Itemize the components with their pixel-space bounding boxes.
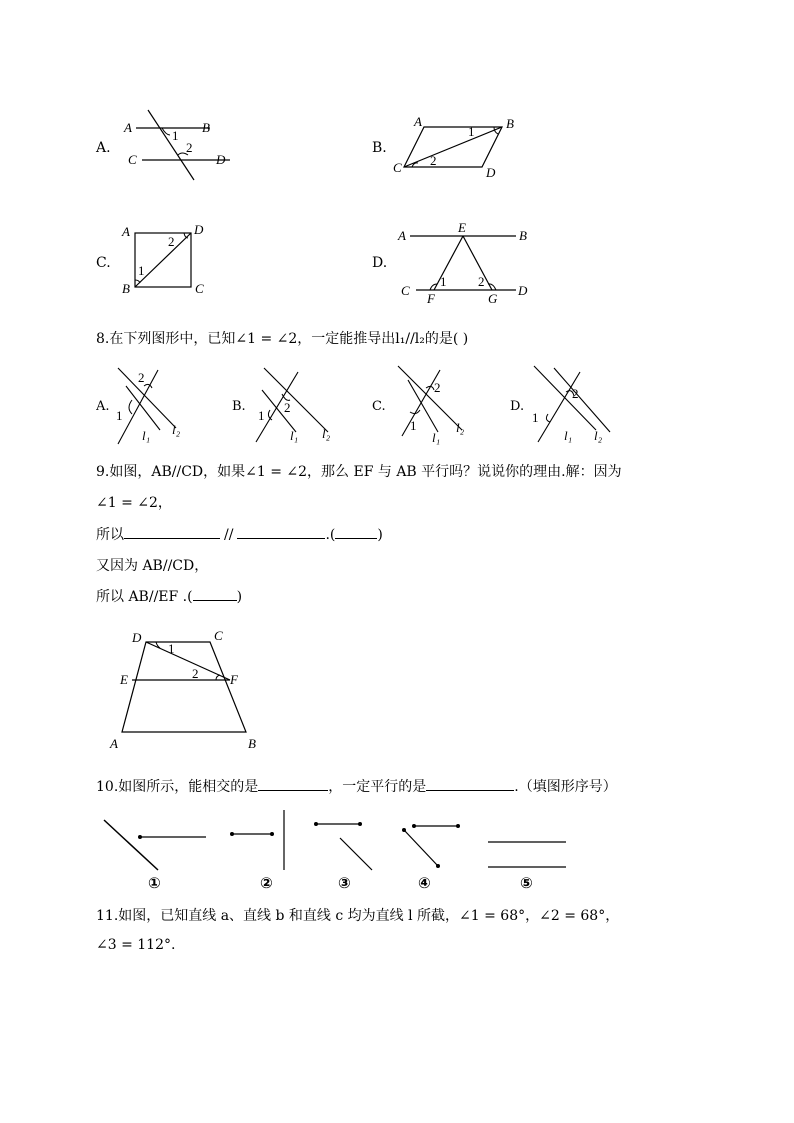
- q10-label-1: ①: [148, 874, 161, 892]
- q7d-label-c: C: [401, 283, 410, 298]
- q7c-angle-2: 2: [168, 234, 175, 249]
- q7d-label-d: D: [518, 283, 528, 298]
- q7b-label-a: A: [414, 114, 422, 129]
- q7d-label-a: A: [398, 228, 406, 243]
- q7b-label-d: D: [486, 165, 496, 180]
- q7b-angle-2: 2: [430, 153, 437, 168]
- q8-figure-d: [510, 360, 620, 448]
- q7-figure-a: [120, 105, 240, 185]
- q8b-l2: l₂: [322, 426, 331, 441]
- q8c-l1: l₁: [432, 430, 441, 445]
- q9-blank-3[interactable]: [335, 524, 377, 539]
- q8d-l2: l₂: [594, 428, 603, 443]
- q7b-label-c: C: [393, 160, 402, 175]
- q10-label-2: ②: [260, 874, 273, 892]
- q10-label-4: ④: [418, 874, 431, 892]
- q8c-l2: l₂: [456, 420, 465, 435]
- q7d-angle-2: 2: [478, 274, 485, 289]
- q7-figure-b: [390, 112, 530, 182]
- q9-label-b: B: [248, 736, 256, 751]
- q8-figure-b: [232, 360, 342, 448]
- q9-line5-prefix: 所以 AB//EF .(: [96, 589, 193, 605]
- q7a-angle-2: 2: [186, 140, 193, 155]
- q8c-letter: C.: [372, 399, 386, 414]
- q9-label-e: E: [120, 672, 128, 687]
- q11-line2: ∠3 = 112°.: [96, 937, 176, 953]
- q8d-letter: D.: [510, 399, 525, 414]
- q10-blank-intersect[interactable]: [258, 776, 328, 791]
- q8d-l1: l₁: [564, 428, 573, 443]
- q7a-label-d: D: [216, 152, 226, 167]
- q10-stem-b: ，一定平行的是: [328, 779, 427, 795]
- q8b-angle-2: 2: [284, 400, 291, 415]
- q7a-label-b: B: [202, 120, 210, 135]
- q7d-label-g: G: [488, 291, 498, 306]
- q9-line3-suffix: .(: [325, 527, 336, 543]
- q10-blank-parallel[interactable]: [426, 776, 514, 791]
- q10-stem-c: .（填图形序号）: [514, 779, 617, 795]
- q9-line5: [96, 586, 242, 606]
- q7-figure-c: [118, 220, 218, 300]
- q10-figures: [96, 810, 586, 894]
- q7b-angle-1: 1: [468, 124, 475, 139]
- q9-line3-close: ): [377, 527, 383, 543]
- q8a-l2: l₂: [172, 422, 181, 437]
- q7-option-a-letter: A.: [96, 140, 111, 156]
- q7-option-d-letter: D.: [372, 255, 388, 271]
- q9-label-a: A: [110, 736, 118, 751]
- q7a-label-a: A: [124, 120, 132, 135]
- q7c-angle-1: 1: [138, 263, 145, 278]
- q8c-angle-2: 2: [434, 380, 441, 395]
- q7a-label-c: C: [128, 152, 137, 167]
- q8d-angle-2: 2: [572, 386, 579, 401]
- q8-stem: 8.在下列图形中，已知∠1 = ∠2，一定能推导出l₁//l₂的是( ): [96, 331, 469, 347]
- q8a-l1: l₁: [142, 428, 151, 443]
- q9-line2: ∠1 = ∠2，: [96, 495, 172, 511]
- q10-label-5: ⑤: [520, 874, 533, 892]
- q7-option-c-letter: C.: [96, 255, 111, 271]
- q8a-angle-2: 2: [138, 370, 145, 385]
- q9-label-d: D: [132, 630, 142, 645]
- q7c-label-b: B: [122, 281, 130, 296]
- q9-blank-4[interactable]: [193, 586, 237, 601]
- q9-label-c: C: [214, 628, 223, 643]
- q9-stem: 9.如图，AB//CD，如果∠1 = ∠2，那么 EF 与 AB 平行吗？说说你的理由.解：因为: [96, 464, 622, 480]
- q9-trapezoid-figure: [104, 626, 274, 756]
- q8a-letter: A.: [96, 399, 110, 414]
- q9-line5-close: ): [236, 589, 243, 605]
- q9-line3: [96, 524, 383, 544]
- q9-parallel-sign: //: [224, 527, 234, 543]
- q7-figure-d: [396, 220, 536, 310]
- q7d-angle-1: 1: [440, 274, 447, 289]
- q7c-label-c: C: [195, 281, 204, 296]
- q7d-label-f: F: [427, 291, 435, 306]
- q11-line1: 11.如图，已知直线 a、直线 b 和直线 c 均为直线 l 所截，∠1 = 68°，∠2 = 68°，: [96, 908, 620, 924]
- q10-stem: [96, 776, 617, 796]
- q7a-angle-1: 1: [172, 128, 179, 143]
- q7b-label-b: B: [506, 116, 514, 131]
- q8b-angle-1: 1: [258, 408, 265, 423]
- q9-line4: 又因为 AB//CD，: [96, 558, 209, 574]
- q9-blank-2[interactable]: [237, 524, 325, 539]
- q8b-l1: l₁: [290, 428, 299, 443]
- q8-figure-c: [372, 360, 482, 448]
- q9-label-f: F: [230, 672, 238, 687]
- q8-figure-a: [96, 360, 206, 448]
- q10-stem-a: 10.如图所示，能相交的是: [96, 779, 259, 795]
- q7c-label-d: D: [194, 222, 204, 237]
- q8b-letter: B.: [232, 399, 246, 414]
- q9-blank-1[interactable]: [124, 524, 220, 539]
- q8d-angle-1: 1: [532, 410, 539, 425]
- q9-angle-1: 1: [168, 641, 175, 656]
- q7c-label-a: A: [122, 224, 130, 239]
- q9-line3-prefix: 所以: [96, 527, 124, 543]
- q10-label-3: ③: [338, 874, 351, 892]
- q9-angle-2: 2: [192, 666, 199, 681]
- q7d-label-e: E: [458, 220, 466, 235]
- q7-option-b-letter: B.: [372, 140, 387, 156]
- q7d-label-b: B: [519, 228, 527, 243]
- q8a-angle-1: 1: [116, 408, 123, 423]
- q8c-angle-1: 1: [410, 418, 417, 433]
